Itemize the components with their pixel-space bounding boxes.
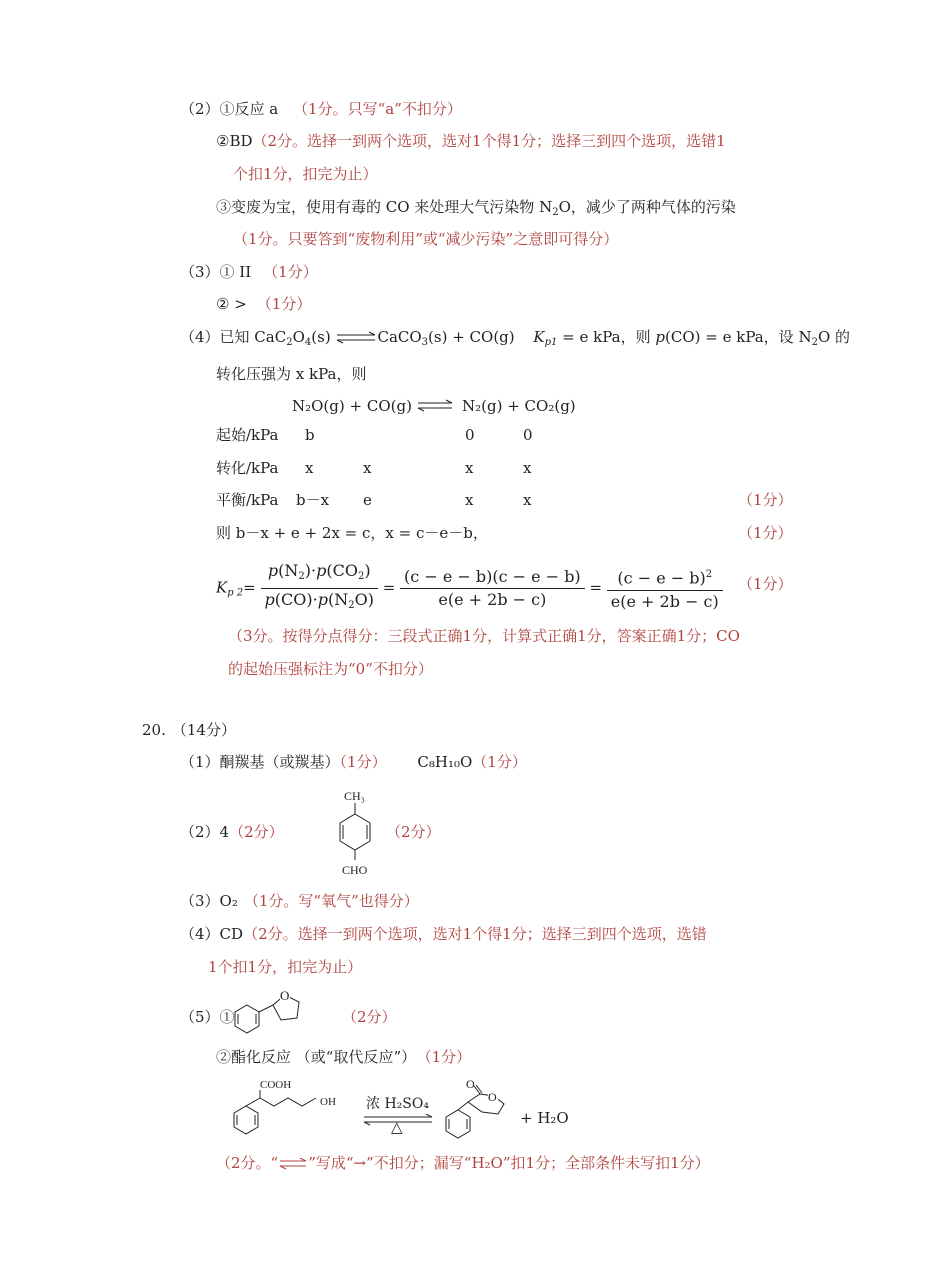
cell: b－x xyxy=(296,491,330,509)
score: （2分） xyxy=(342,1008,397,1026)
p4-note1: （3分。按得分点得分：三段式正确1分，计算式正确1分，答案正确1分；CO xyxy=(228,627,740,645)
q20-line6: ②酯化反应 （或“取代反应”） （1分） xyxy=(216,1048,472,1066)
row-label: 转化/kPa xyxy=(216,459,279,477)
plus-water: + H₂O xyxy=(520,1109,569,1127)
cell: x xyxy=(465,491,474,509)
p3-line1: （3）① II （1分） xyxy=(180,263,318,281)
p2-line5: （1分。只要答到“废物利用”或“减少污染”之意即可得分） xyxy=(233,230,619,248)
score: （2分） xyxy=(386,823,441,841)
row-label: 平衡/kPa xyxy=(216,491,279,509)
score: （1分） xyxy=(738,575,793,593)
q20-line2: （2）4（2分） xyxy=(180,823,284,841)
eq-right: N₂(g) + CO₂(g) xyxy=(462,397,576,415)
svg-text:COOH: COOH xyxy=(260,1079,292,1091)
equilibrium-arrow-icon xyxy=(278,1158,308,1170)
q20-line1: （1）酮羰基（或羰基）（1分） C₈H₁₀O（1分） xyxy=(180,753,527,771)
lactone-structure-icon xyxy=(440,1078,520,1140)
scoring-note: （2分。选择一到两个选项，选对1个得1分；选择三到四个选项，选错1 xyxy=(252,132,726,150)
svg-text:OH: OH xyxy=(320,1096,336,1108)
q20-last-note: （2分。“ ”写成“→”不扣分；漏写“H₂O”扣1分；全部条件未写扣1分） xyxy=(216,1154,710,1172)
svg-text:O: O xyxy=(488,1090,497,1104)
svg-text:CH₃: CH₃ xyxy=(344,789,365,803)
answer-text: ②BD xyxy=(216,132,253,150)
p2-line3: 个扣1分，扣完为止） xyxy=(233,165,378,183)
cell: x xyxy=(465,459,474,477)
answer-text: （2）①反应 a xyxy=(180,100,279,118)
p2-line4: ③变废为宝，使用有毒的 CO 来处理大气污染物 $N_2O$，减少了两种气体的污染 xyxy=(216,198,736,218)
equilibrium-arrow-icon xyxy=(416,399,454,413)
q20-title: 20. （14分） xyxy=(142,721,236,739)
score: （1分） xyxy=(738,524,793,542)
q20-line3: （3）O₂ （1分。写“氧气”也得分） xyxy=(180,892,419,910)
q20-line4: （4）CD（2分。选择一到两个选项，选对1个得1分；选择三到四个选项，选错 xyxy=(180,925,707,943)
scoring-note: （1分。只写“a”不扣分） xyxy=(293,100,462,118)
cell: 0 xyxy=(465,426,475,444)
cell: b xyxy=(305,426,315,444)
cell: x xyxy=(523,491,532,509)
cell: x xyxy=(523,459,532,477)
svg-text:O: O xyxy=(280,988,290,1003)
kp2-formula: $K_{p 2}=$ $\frac{p(N_2)\cdot p(CO_2)}{p(CO)\cdot p(N_2O)}$ = $\frac{(c - e - b)(c - e - b)}{e(e + 2b - c)}$ = $\frac{(c - e - b)^2}{e(e + 2b - c)}$ xyxy=(216,560,723,617)
hydroxy-acid-structure-icon xyxy=(228,1078,358,1140)
equilibrium-arrow-icon xyxy=(335,331,377,345)
p2-line1 xyxy=(180,99,462,119)
p4-note2: 的起始压强标注为“0”不扣分） xyxy=(228,660,433,678)
score: （1分） xyxy=(738,491,793,509)
cell: e xyxy=(363,491,372,509)
p4-then: 则 b－x + e + 2x = c，x = c－e－b， xyxy=(216,524,488,542)
p4-line2: 转化压强为 x kPa，则 xyxy=(216,365,367,383)
p3-line2: ② > （1分） xyxy=(216,295,312,313)
eq-left: N₂O(g) + CO(g) xyxy=(292,397,412,415)
cell: x xyxy=(363,459,372,477)
p2-line2 xyxy=(216,131,726,151)
row-label: 起始/kPa xyxy=(216,426,279,444)
svg-text:O: O xyxy=(466,1078,475,1091)
cell: 0 xyxy=(523,426,533,444)
q20-line4b: 1个扣1分，扣完为止） xyxy=(208,958,363,976)
phenyl-thf-structure-icon xyxy=(233,985,313,1035)
cond-bot: △ xyxy=(391,1118,403,1136)
cond-top: 浓 H₂SO₄ xyxy=(366,1096,429,1112)
svg-text:CHO: CHO xyxy=(342,863,368,877)
cell: x xyxy=(305,459,314,477)
p-tolualdehyde-structure-icon xyxy=(322,786,382,878)
p4-line1: （4）已知 $CaC_2O_4(s)$ CaCO$_3$(s) + CO(g) $K_{p1} = e$ kPa，则 p(CO) = e kPa，设 $N_2O$ 的 xyxy=(180,328,851,348)
q20-line5: （5）① xyxy=(180,1008,235,1026)
